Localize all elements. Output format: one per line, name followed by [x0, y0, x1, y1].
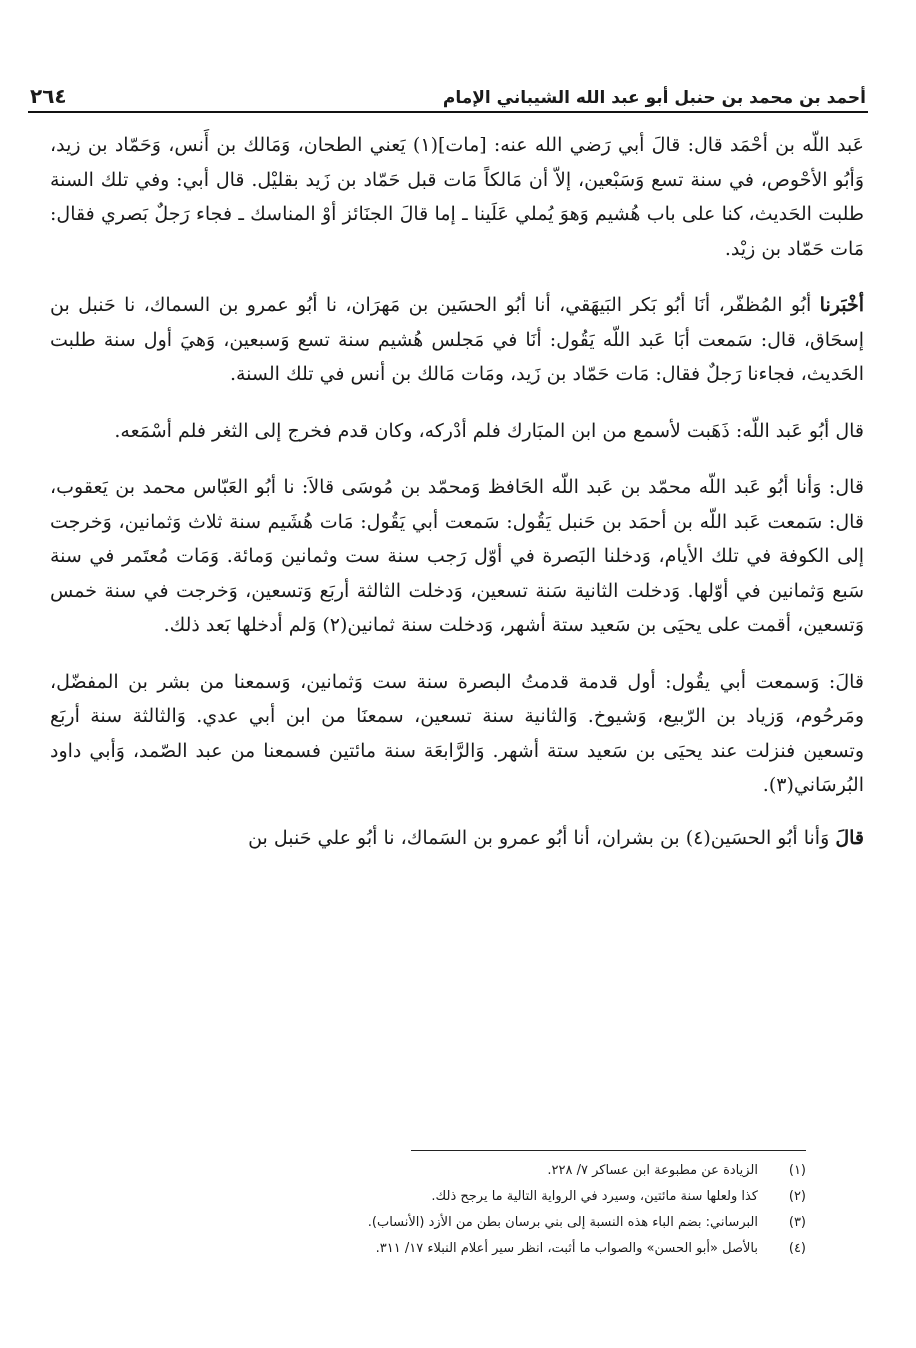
- paragraph-lead-word: أخْبَرنا: [819, 294, 864, 316]
- footnote: (٤) بالأصل «أبو الحسن» والصواب ما أثبت، انظر سير أعلام النبلاء ١٧/ ٣١١.: [375, 1241, 806, 1256]
- footnote: (٣) البرساني: بضم الباء هذه النسبة إلى بني برسان بطن من الأزد (الأنساب).: [367, 1215, 806, 1230]
- running-title: أحمد بن محمد بن حنبل أبو عبد الله الشيباني الإمام: [442, 88, 866, 108]
- paragraph-3: قال أبُو عَبد اللّه: ذَهَبت لأسمع من ابن المبَارك فلم أدْركه، وكان قدم فخرج إلى الثغر فلم أسْمَعه.: [114, 419, 864, 442]
- paragraph-6: قالَ وَأنا أبُو الحسَين(٤) بن بشران، أنا أبُو عمرو بن السَماك، نا أبُو علي حَنبل بن: [248, 826, 864, 849]
- footnotes: [50, 1158, 806, 1262]
- paragraph-5: قالَ: وَسمعت أبي يقُول: أول قدمة قدمتُ البصرة سنة ست وَثمانين، وَسمعنا من بشر بن المفضّل، ومَرحُوم، وَزياد بن الرّبيع، وَشيوخ. وَالثانية سنة تسعين، سمعنَا من ابن أبي عدي. وَالثالثة سنة أربَع وتسعين فنزلت عند يحيَى بن سَعيد ستة أشهر. وَالرَّابعَة سنة مائتين فسمعنا من عبد الصّمد، وَأبي داود البُرسَاني(٣).: [50, 670, 864, 796]
- paragraph-lead-word: قالَ: [835, 826, 864, 849]
- footnote: (١) الزيادة عن مطبوعة ابن عساكر ٧/ ٢٢٨.: [547, 1163, 806, 1178]
- header-divider: [28, 111, 868, 113]
- footnote: (٢) كذا ولعلها سنة مائتين، وسيرد في الرواية التالية ما يرجح ذلك.: [431, 1189, 806, 1204]
- main-text: [50, 128, 864, 877]
- page-number: ٢٦٤: [30, 84, 67, 108]
- page-header: [30, 72, 866, 108]
- paragraph-4: قال: وَأنا أبُو عَبد اللّه محمّد بن عَبد اللّه الحَافظ وَمحمّد بن مُوسَى قالاَ: نا أبُو العَبّاس محمد بن يَعقوب، قال: سَمعت عَبد اللّه بن أحمَد بن حَنبل يَقُول: سَمعت أبي يَقُول: مَات هُشَيم سنة ثلاث وَثمانين، وَخرجت إلى الكوفة في تلك الأيام، وَدخلنا البَصرة في أوّل رَجب سنة ست وثمانين وَمائة. وَمَات مُعتَمر في سنة سَبع وَثمانين في أوّلها. وَدخلت الثانية سَنة تسعين، وَدخلت الثالثة أربَع وَتسعين، وَخرجت في سنة خمس وَتسعين، أقمت على يحيَى بن سَعيد ستة أشهر، وَدخلت سنة ثمانين(٢) وَلم أدخلها بَعد ذلك.: [50, 476, 864, 636]
- paragraph-1: عَبد اللّه بن أحْمَد قال: قالَ أبي رَضي الله عنه: [مات](١) يَعني الطحان، وَمَالك بن أَنس، وَحَمّاد بن زيد، وَأبُو الأحْوص، في سنة تسع وَسَبْعين، إلاّ أن مَالكاً مَات قبل حَمّاد بن زَيد بقليْل. قال أبي: وفي تلك السنة طلبت الحَديث، كنا على باب هُشيم وَهوَ يُملي عَلَينا ـ إما قالَ الجنَائز أوْ المناسك ـ فجاء رَجلٌ بَصري فقال: مَات حَمّاد بن زيْد.: [50, 134, 865, 260]
- footnote-divider: [411, 1150, 806, 1151]
- paragraph-2: أخْبَرنا أبُو المُظفّر، أنَا أبُو بَكر البَيهَقي، أنا أبُو الحسَين بن مَهرَان، نا أبُو عمرو بن السماك، نا حَنبل بن إسحَاق، قال: سَمعت أبَا عَبد اللّه يَقُول: أنَا في مَجلس هُشيم سنة تسع وَسبعين، وَهيَ أول سنة طلبت الحَديث، فجاءنا رَجلٌ فقال: مَات حَمّاد بن زَيد، ومَات مَالك بن أنس في تلك السنة.: [50, 294, 864, 385]
